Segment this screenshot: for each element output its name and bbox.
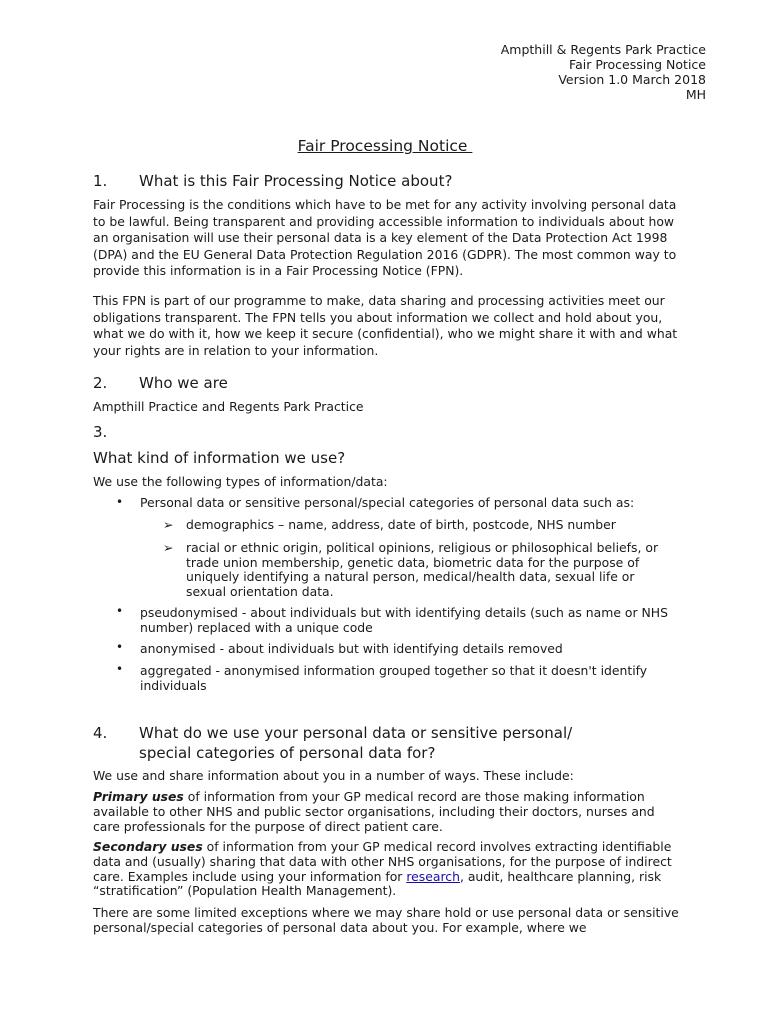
- arrow-marker: ➢: [163, 540, 174, 555]
- section-3-title: What kind of information we use?: [93, 449, 346, 467]
- arrow-marker: ➢: [163, 517, 174, 532]
- secondary-uses-paragraph: [93, 840, 679, 899]
- list-item: pseudonymised - about individuals but with identifying details (such as name or NHS number) replaced with a unique code: [140, 605, 668, 635]
- sub-list-item: demographics – name, address, date of birth, postcode, NHS number: [186, 517, 616, 532]
- section-4-intro: We use and share information about you in a number of ways. These include:: [93, 768, 574, 783]
- primary-uses-label: Primary uses: [93, 789, 184, 804]
- secondary-uses-text-a: of information from your GP medical record involves extracting identifiable data and (usually) sharing that data with other NHS organisations, for the purpose of indirect care. Examples include using your information for: [93, 839, 672, 884]
- page-title: Fair Processing Notice: [297, 137, 473, 155]
- header-practice: Ampthill & Regents Park Practice: [500, 42, 706, 57]
- section-2-title: Who we are: [139, 374, 228, 392]
- document-header: [501, 42, 706, 102]
- list-item: aggregated - anonymised information grouped together so that it doesn't identify individuals: [140, 663, 648, 693]
- bullet-marker: •: [116, 604, 124, 618]
- primary-uses-paragraph: [93, 790, 683, 834]
- header-version: Version 1.0 March 2018: [558, 72, 706, 87]
- section-4-title-line-2: special categories of personal data for?: [139, 744, 436, 762]
- section-2-heading: [93, 374, 228, 392]
- section-1-title: What is this Fair Processing Notice about?: [139, 172, 453, 190]
- section-4-heading: [93, 723, 572, 763]
- research-link[interactable]: research: [406, 868, 460, 884]
- section-4-number: 4.: [93, 724, 108, 742]
- primary-uses-text: of information from your GP medical record are those making information available to other NHS and public sector organisations, including their doctors, nurses and care professionals for the purpose of direct patient care.: [93, 789, 655, 834]
- section-1-heading: [93, 172, 452, 190]
- section-1-paragraph-1: Fair Processing is the conditions which have to be met for any activity involving personal data to be lawful. Being transparent and providing accessible information to individuals about how an organisation will use their personal data is a key element of the Data Protection Act 1998 (DPA) and the EU General Data Protection Regulation 2016 (GDPR). The most common way to provide this information is in a Fair Processing Notice (FPN).: [93, 197, 677, 279]
- section-2-number: 2.: [93, 374, 108, 392]
- list-item: Personal data or sensitive personal/special categories of personal data such as:: [140, 495, 635, 510]
- sub-list-item: racial or ethnic origin, political opinions, religious or philosophical beliefs, or trade union membership, genetic data, biometric data for the purpose of uniquely identifying a natural person, medical/health data, sexual life or sexual orientation data.: [186, 540, 659, 599]
- header-author: MH: [685, 87, 706, 102]
- section-1-number: 1.: [93, 172, 108, 190]
- bullet-marker: •: [116, 495, 124, 509]
- list-item: anonymised - about individuals but with identifying details removed: [140, 641, 563, 656]
- section-3-number: 3.: [93, 423, 108, 441]
- section-4-title-line-1: What do we use your personal data or sensitive personal/: [139, 724, 573, 742]
- secondary-uses-text-b: , audit, healthcare planning, risk “stratification” (Population Health Management).: [93, 868, 662, 899]
- section-2-body: Ampthill Practice and Regents Park Practice: [93, 399, 364, 414]
- secondary-uses-label: Secondary uses: [93, 839, 203, 854]
- section-3-intro: We use the following types of information/data:: [93, 474, 388, 489]
- exceptions-paragraph: There are some limited exceptions where we may share hold or use personal data or sensitive personal/special categories of personal data about you. For example, where we: [93, 905, 679, 935]
- bullet-marker: •: [116, 662, 124, 676]
- header-doc-name: Fair Processing Notice: [569, 57, 706, 72]
- bullet-marker: •: [116, 640, 124, 654]
- section-1-paragraph-2: This FPN is part of our programme to make, data sharing and processing activities meet our obligations transparent. The FPN tells you about information we collect and hold about you, what we do with it, how we keep it secure (confidential), who we might share it with and what your rights are in relation to your information.: [93, 293, 678, 358]
